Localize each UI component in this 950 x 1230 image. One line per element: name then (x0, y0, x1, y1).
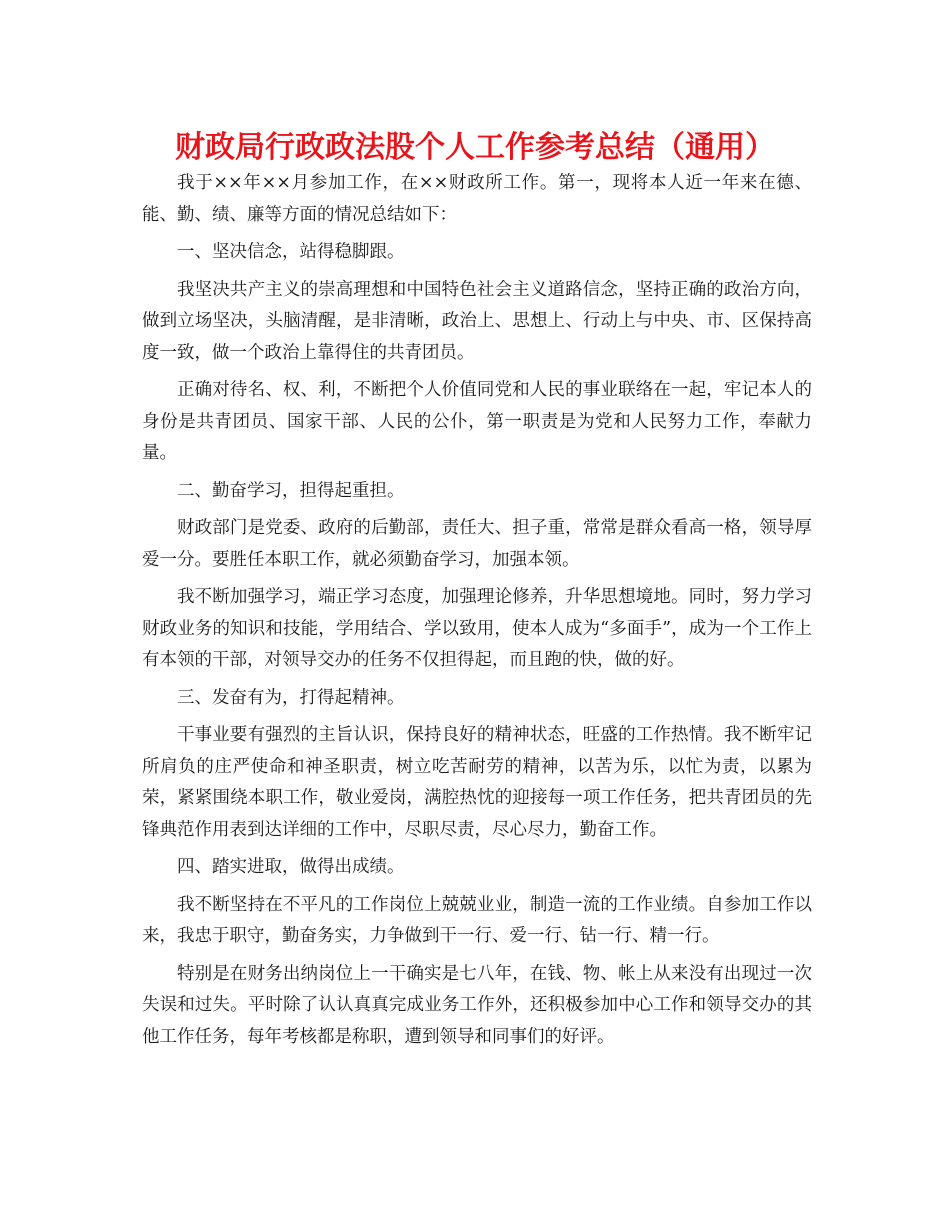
section-heading-3: 三、发奋有为，打得起精神。 (177, 687, 405, 708)
paragraph: 正确对待名、权、利，不断把个人价值同党和人民的事业联络在一起，牢记本人的身份是共青团员、国家干部、人民的公仆，第一职责是为党和人民努力工作，奉献力量。 (142, 380, 812, 463)
section-heading-1: 一、坚决信念，站得稳脚跟。 (177, 242, 405, 262)
paragraph-intro: 我于××年××月参加工作，在××财政所工作。第一，现将本人近一年来在德、能、勤、绩、廉等方面的情况总结如下： (142, 173, 812, 225)
paragraph: 我不断坚持在不平凡的工作岗位上兢兢业业，制造一流的工作业绩。自参加工作以来，我忠于职守，勤奋务实，力争做到干一行、爱一行、钻一行、精一行。 (142, 894, 812, 946)
paragraph: 特别是在财务出纳岗位上一干确实是七八年，在钱、物、帐上从来没有出现过一次失误和过失。平时除了认认真真完成业务工作外，还积极参加中心工作和领导交办的其他工作任务，每年考核都是称职，遭到领导和同事们的好评。 (142, 963, 812, 1047)
section-heading-2: 二、勤奋学习，担得起重担。 (177, 480, 405, 501)
paragraph: 干事业要有强烈的主旨认识，保持良好的精神状态，旺盛的工作热情。我不断牢记所肩负的庄严使命和神圣职责，树立吃苦耐劳的精神，以苦为乐，以忙为责，以累为荣，紧紧围绕本职工作，敬业爱岗，满腔热忱的迎接每一项工作任务，把共青团员的先锋典范作用表到达详细的工作中，尽职尽责，尽心尽力，勤奋工作。 (142, 725, 812, 840)
paragraph: 财政部门是党委、政府的后勤部，责任大、担子重，常常是群众看高一格，领导厚爱一分。要胜任本职工作，就必须勤奋学习，加强本领。 (142, 518, 812, 570)
document-body (142, 168, 812, 1059)
section-heading-4: 四、踏实进取，做得出成绩。 (177, 857, 405, 877)
document-title: 财政局行政政法股个人工作参考总结（通用） (175, 130, 775, 165)
paragraph: 我不断加强学习，端正学习态度，加强理论修养，升华思想境地。同时，努力学习财政业务的知识和技能，学用结合、学以致用，使本人成为“多面手”，成为一个工作上有本领的干部，对领导交办的任务不仅担得起，而且跑的快，做的好。 (142, 587, 812, 670)
paragraph: 我坚决共产主义的崇高理想和中国特色社会主义道路信念，坚持正确的政治方向，做到立场坚决，头脑清醒，是非清晰，政治上、思想上、行动上与中央、市、区保持高度一致，做一个政治上靠得住的共青团员。 (142, 279, 812, 363)
